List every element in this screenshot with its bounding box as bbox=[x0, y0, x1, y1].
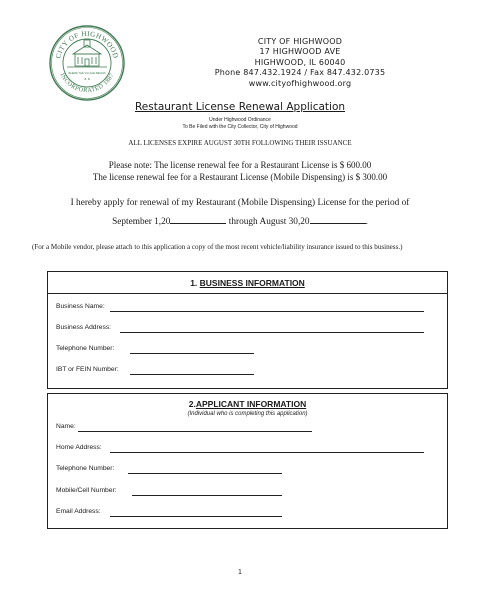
period-start-label: September 1,20 bbox=[112, 217, 171, 227]
business-address-field[interactable] bbox=[120, 332, 424, 333]
fein-number-label: IBT or FEIN Number: bbox=[56, 366, 119, 373]
business-name-field[interactable] bbox=[110, 311, 424, 312]
business-section-title: BUSINESS INFORMATION bbox=[199, 278, 305, 288]
address-line-phone: Phone 847.432.1924 / Fax 847.432.0735 bbox=[214, 68, 386, 78]
city-seal-logo bbox=[48, 24, 126, 102]
form-title: Restaurant License Renewal Application bbox=[134, 101, 346, 113]
applicant-section-note: (Individual who is completing this application) bbox=[187, 411, 308, 417]
svg-text:INCORPORATED 1887 bbox=[58, 72, 115, 94]
expiry-notice: ALL LICENSES EXPIRE AUGUST 30TH FOLLOWING THEIR ISSUANCE bbox=[128, 139, 352, 147]
business-section-heading bbox=[48, 278, 447, 288]
period-end-label: through August 30,20 bbox=[226, 217, 310, 227]
mobile-vendor-note: (For a Mobile vendor, please attach to this application a copy of the most recent vehicle/liability insurance issued to this business.) bbox=[32, 243, 403, 251]
applicant-name-label: Name: bbox=[56, 423, 76, 430]
applicant-section-number: 2. bbox=[188, 399, 196, 409]
home-address-field[interactable] bbox=[110, 452, 424, 453]
business-address-label: Business Address: bbox=[56, 324, 112, 331]
email-address-label: Email Address: bbox=[56, 508, 101, 515]
business-name-label: Business Name: bbox=[56, 303, 105, 310]
section-divider bbox=[48, 293, 447, 294]
form-subtitle-filing: To Be Filed with the City Collector, City of Highwood bbox=[182, 124, 298, 130]
license-period-line bbox=[0, 214, 480, 227]
seal-middle-text: WHERE THE VILLAGE BEGINS bbox=[68, 72, 106, 75]
address-line-website: www.cityofhighwood.org bbox=[248, 78, 352, 88]
period-end-year-field[interactable] bbox=[310, 214, 366, 224]
page-number: 1 bbox=[238, 569, 242, 576]
apply-statement: I hereby apply for renewal of my Restaurant (Mobile Dispensing) License for the period of bbox=[70, 198, 410, 208]
applicant-information-section bbox=[47, 393, 448, 529]
address-line-street: 17 HIGHWOOD AVE bbox=[259, 47, 341, 57]
applicant-section-heading bbox=[48, 399, 447, 409]
fein-number-field[interactable] bbox=[130, 374, 254, 375]
seal-top-text: CITY OF HIGHWOOD bbox=[54, 29, 120, 60]
fee-note-restaurant: Please note: The license renewal fee for a Restaurant License is $ 600.00 bbox=[108, 160, 372, 170]
applicant-name-field[interactable] bbox=[78, 431, 312, 432]
home-address-label: Home Address: bbox=[56, 444, 102, 451]
seal-stars: ★ ★ bbox=[83, 77, 91, 81]
applicant-telephone-label: Telephone Number: bbox=[56, 465, 115, 472]
fee-note-mobile: The license renewal fee for a Restaurant License (Mobile Dispensing) is $ 300.00 bbox=[92, 172, 388, 182]
letterhead-address bbox=[180, 37, 420, 89]
address-line-city: CITY OF HIGHWOOD bbox=[257, 37, 343, 46]
seal-bottom-text: INCORPORATED 1887 bbox=[58, 72, 116, 95]
business-telephone-label: Telephone Number: bbox=[56, 345, 115, 352]
business-section-number: 1. bbox=[190, 278, 198, 288]
business-telephone-field[interactable] bbox=[130, 353, 254, 354]
applicant-telephone-field[interactable] bbox=[128, 473, 282, 474]
applicant-section-title: APPLICANT INFORMATION bbox=[195, 399, 307, 409]
mobile-number-label: Mobile/Cell Number: bbox=[56, 487, 117, 494]
form-subtitle-ordinance: Under Highwood Ordinance bbox=[209, 117, 271, 123]
mobile-number-field[interactable] bbox=[132, 495, 282, 496]
business-information-section bbox=[47, 271, 448, 389]
email-address-field[interactable] bbox=[110, 516, 282, 517]
period-end-punct: . bbox=[365, 217, 368, 227]
address-line-citystate: HIGHWOOD, IL 60040 bbox=[254, 57, 346, 67]
period-start-year-field[interactable] bbox=[170, 214, 226, 224]
